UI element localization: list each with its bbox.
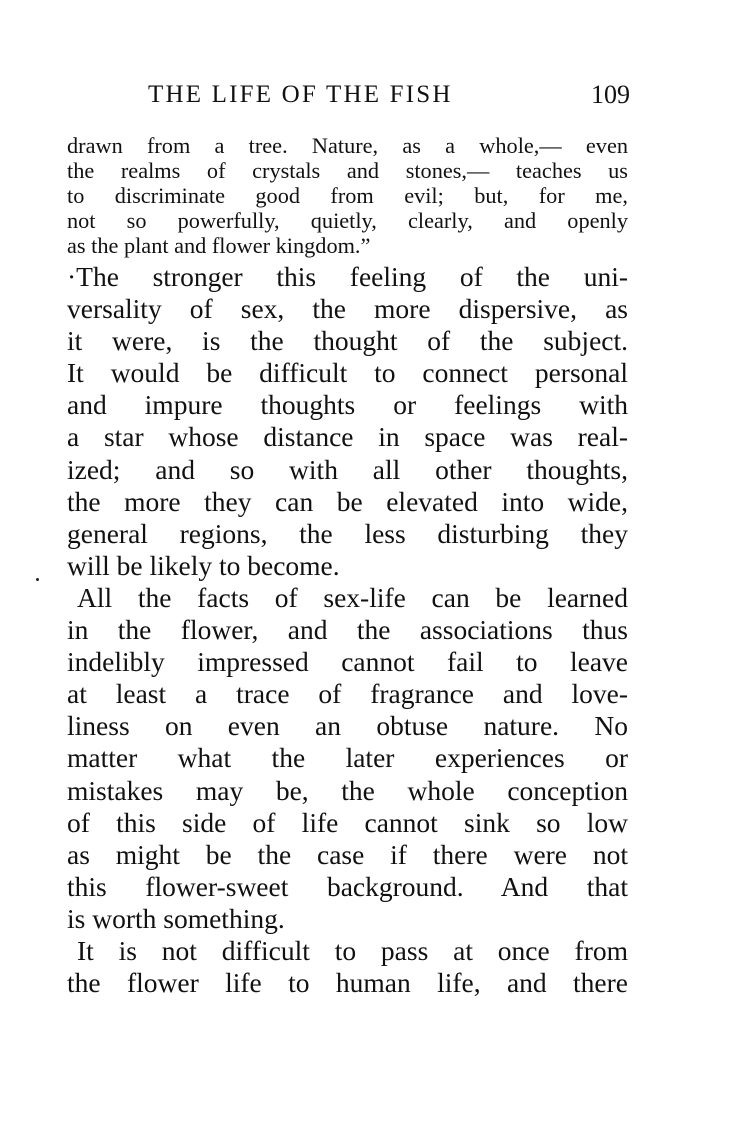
text-line: and impure thoughts or feelings with	[67, 389, 628, 421]
text-line: is worth something.	[67, 902, 285, 934]
text-line: a star whose distance in space was real-	[67, 421, 628, 453]
text-line: mistakes may be, the whole conception	[67, 774, 628, 806]
text-line: as the plant and flower kingdom.”	[67, 233, 371, 258]
body-text	[67, 261, 628, 999]
text-line: ized; and so with all other thoughts,	[67, 453, 628, 485]
text-line: of this side of life cannot sink so low	[67, 806, 628, 838]
text-line: the realms of crystals and stones,— teaches us	[67, 158, 628, 183]
text-line: not so powerfully, quietly, clearly, and openly	[67, 208, 628, 233]
text-line: It would be difficult to connect personal	[67, 357, 628, 389]
text-line: the more they can be elevated into wide,	[67, 485, 628, 517]
text-line: It is not difficult to pass at once from	[77, 934, 628, 966]
text-line: the flower life to human life, and there	[67, 967, 628, 999]
text-line: drawn from a tree. Nature, as a whole,— even	[67, 133, 628, 158]
running-title: THE LIFE OF THE FISH	[148, 81, 453, 108]
text-line: indelibly impressed cannot fail to leave	[67, 646, 628, 678]
text-line: will be likely to become.	[67, 549, 340, 581]
quoted-passage	[67, 133, 628, 258]
text-line: liness on even an obtuse nature. No	[67, 710, 628, 742]
text-line: general regions, the less disturbing they	[67, 517, 628, 549]
text-line: this flower-sweet background. And that	[67, 870, 628, 902]
text-line: in the flower, and the associations thus	[67, 614, 628, 646]
text-line: matter what the later experiences or	[67, 742, 628, 774]
text-line: to discriminate good from evil; but, for me,	[67, 183, 628, 208]
text-line: ·The stronger this feeling of the uni-	[67, 261, 628, 292]
text-line: versality of sex, the more dispersive, as	[67, 293, 628, 325]
text-line: All the facts of sex-life can be learned	[77, 581, 628, 613]
scan-speck	[36, 578, 39, 581]
page-number: 109	[591, 80, 630, 109]
text-line: as might be the case if there were not	[67, 838, 628, 870]
text-line: at least a trace of fragrance and love-	[67, 678, 628, 710]
text-line: it were, is the thought of the subject.	[67, 325, 628, 357]
